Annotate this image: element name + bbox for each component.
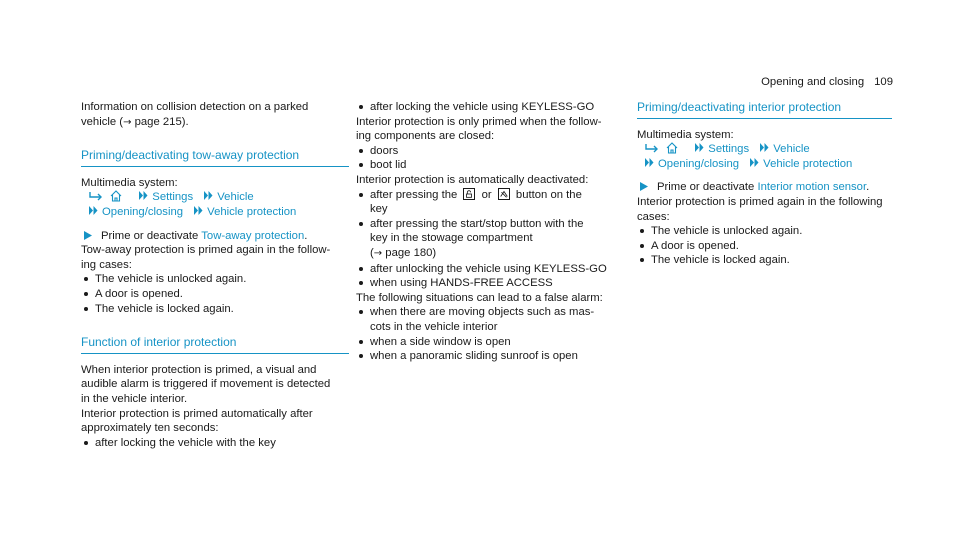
multimedia-label: Multimedia system: — [81, 176, 178, 189]
home-icon — [110, 190, 122, 202]
action-step: Prime or deactivate Tow-away protection. — [81, 229, 349, 244]
list-item: A door is opened. — [81, 287, 349, 302]
double-chevron-icon — [204, 191, 213, 200]
list-item: doors — [356, 144, 626, 159]
multimedia-label: Multimedia system: — [637, 128, 734, 141]
list-item: The vehicle is unlocked again. — [81, 272, 349, 287]
nav-settings: Settings — [152, 191, 194, 204]
list-item: The vehicle is locked again. — [81, 302, 349, 317]
tow-away-paragraph: Tow-away protection is primed again in the follow- ing cases: — [81, 244, 331, 271]
auto-prime-list-continued — [356, 100, 626, 115]
auto-prime-list — [81, 436, 349, 451]
false-alarm-list — [356, 305, 626, 363]
nav-settings: Settings — [708, 143, 750, 156]
home-icon — [666, 142, 678, 154]
action-step: Prime or deactivate Interior motion sensor. — [637, 180, 892, 195]
page-number: 109 — [874, 76, 893, 88]
nav-vehicle: Vehicle — [773, 143, 810, 156]
nav-opening-closing: Opening/closing — [102, 205, 184, 218]
nav-vehicle: Vehicle — [217, 191, 254, 204]
reference-arrow-icon: → — [373, 247, 383, 259]
list-item: after pressing the or button on the key — [356, 188, 626, 217]
list-item: when there are moving objects such as mas- cots in the vehicle interior — [356, 305, 626, 334]
nav-opening-closing: Opening/closing — [658, 157, 740, 170]
list-item: when a side window is open — [356, 335, 626, 350]
tow-away-protection-link: Tow-away protection — [201, 229, 305, 242]
intro-text: Information on collision detection on a parked vehicle (→ page 215). — [81, 101, 309, 128]
menu-path — [81, 190, 349, 219]
menu-path — [637, 142, 892, 171]
heading-interior-protection-priming: Priming/deactivating interior protection — [637, 100, 892, 119]
list-item: after unlocking the vehicle using KEYLESS-GO — [356, 262, 626, 277]
double-chevron-icon — [89, 206, 98, 215]
deactivated-paragraph: Interior protection is automatically deactivated: — [356, 173, 589, 186]
nav-vehicle-protection: Vehicle protection — [763, 157, 853, 170]
list-item: when a panoramic sliding sunroof is open — [356, 349, 626, 364]
function-paragraph: When interior protection is primed, a visual and audible alarm is triggered if movement is detected in the vehicle interior. — [81, 363, 331, 405]
column-right — [637, 100, 892, 268]
double-chevron-icon — [695, 143, 704, 152]
double-chevron-icon — [750, 158, 759, 167]
heading-tow-away: Priming/deactivating tow-away protection — [81, 148, 349, 167]
false-alarm-paragraph: The following situations can lead to a false alarm: — [356, 291, 603, 304]
deactivation-list — [356, 188, 626, 291]
heading-interior-protection: Function of interior protection — [81, 335, 349, 354]
list-item: after pressing the start/stop button with the key in the stowage compartment (→ page 180) — [356, 217, 626, 262]
boot-lid-button-icon — [498, 188, 510, 200]
auto-prime-paragraph: Interior protection is primed automatically after approximately ten seconds: — [81, 407, 313, 435]
return-arrow-icon — [89, 191, 103, 201]
tow-away-cases — [81, 272, 349, 316]
interior-motion-sensor-link: Interior motion sensor — [757, 181, 867, 194]
primed-paragraph: Interior protection is only primed when the follow- ing components are closed: — [356, 115, 602, 143]
running-header — [761, 75, 893, 90]
double-chevron-icon — [645, 158, 654, 167]
interior-cases-paragraph: Interior protection is primed again in the following cases: — [637, 195, 883, 223]
section-title: Opening and closing — [761, 76, 865, 88]
list-item: boot lid — [356, 158, 626, 173]
list-item: The vehicle is locked again. — [637, 253, 892, 268]
double-chevron-icon — [760, 143, 769, 152]
list-item: after locking the vehicle using KEYLESS-GO — [356, 100, 626, 115]
interior-cases — [637, 224, 892, 268]
list-item: when using HANDS-FREE ACCESS — [356, 276, 626, 291]
nav-vehicle-protection: Vehicle protection — [207, 205, 297, 218]
column-left — [81, 100, 349, 450]
action-triangle-icon — [640, 182, 648, 191]
action-triangle-icon — [84, 231, 92, 240]
list-item: The vehicle is unlocked again. — [637, 224, 892, 239]
reference-arrow-icon: → — [123, 116, 132, 128]
double-chevron-icon — [139, 191, 148, 200]
double-chevron-icon — [194, 206, 203, 215]
column-middle — [356, 100, 626, 364]
unlock-button-icon — [463, 188, 475, 200]
components-list — [356, 144, 626, 173]
list-item: after locking the vehicle with the key — [81, 436, 349, 451]
list-item: A door is opened. — [637, 239, 892, 254]
return-arrow-icon — [645, 143, 659, 153]
